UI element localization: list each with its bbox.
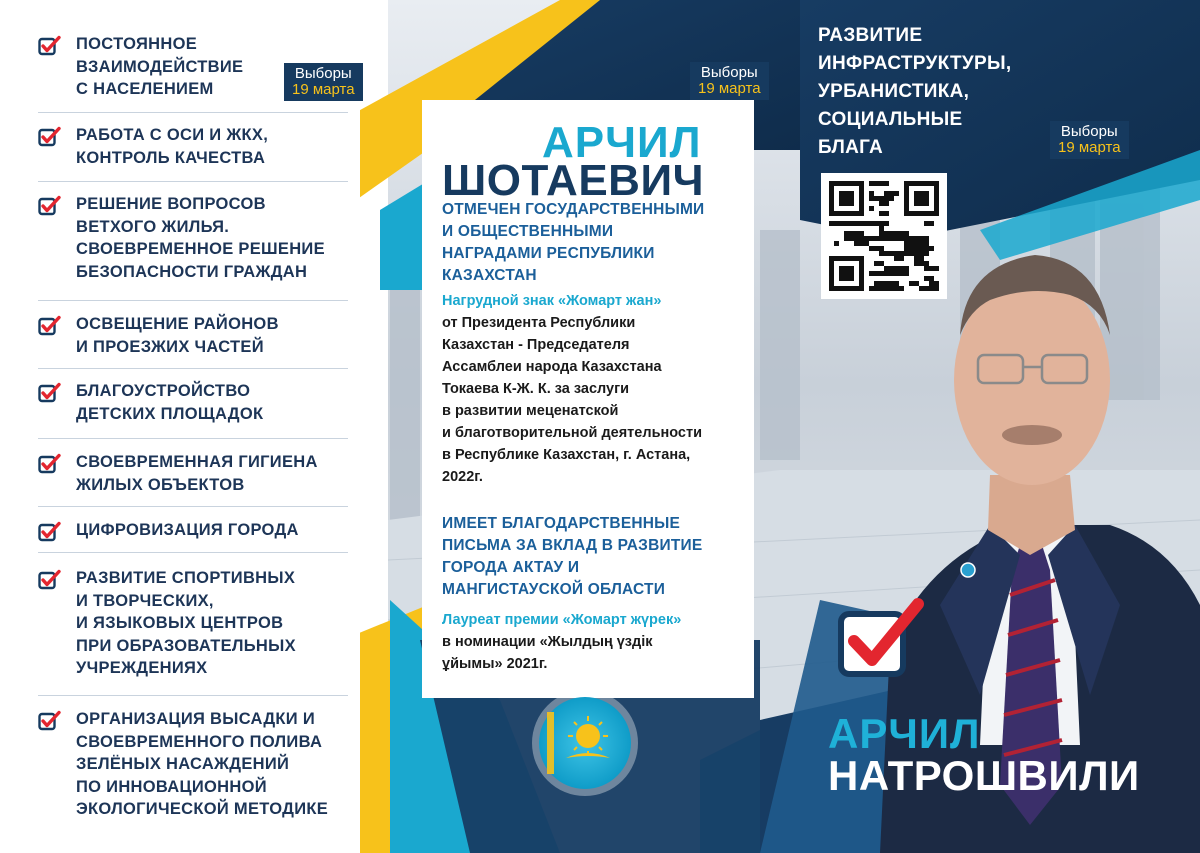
list-divider [38,506,348,507]
priority-item [38,708,328,821]
list-divider [38,112,348,113]
award2-title: Лауреат премии «Жомарт жүрек» [442,612,682,628]
ballot-checkbox-icon [836,596,926,680]
priority-item [38,33,243,101]
card-patronymic: ШОТАЕВИЧ [442,156,704,205]
badge-label: Выборы [294,65,352,82]
priority-text: ЦИФРОВИЗАЦИЯ ГОРОДА [76,521,299,539]
election-badge-middle [690,62,769,100]
award1-text: от Президента Республики Казахстан - Председателя Ассамблеи народа Казахстана Токаева К-Ж. К. за заслуги в развитии меценатской и благотворительной деятельности в Республике Казахстан, г. Астана, 2022г. [442,315,702,485]
priority-item [38,313,279,358]
checkbox-check-icon [38,453,62,475]
badge-date: 19 марта [292,81,355,98]
list-divider [38,368,348,369]
list-divider [38,695,348,696]
checkbox-check-icon [38,35,62,57]
election-badge-left [284,63,363,101]
priority-text: РЕШЕНИЕ ВОПРОСОВ ВЕТХОГО ЖИЛЬЯ. СВОЕВРЕМЕННОЕ РЕШЕНИЕ БЕЗОПАСНОСТИ ГРАЖДАН [76,195,325,281]
badge-date: 19 марта [698,80,761,97]
list-divider [38,552,348,553]
priority-item [38,567,296,680]
priority-item [38,380,263,425]
letters-heading: ИМЕЕТ БЛАГОДАРСТВЕННЫЕ ПИСЬМА ЗА ВКЛАД В РАЗВИТИЕ ГОРОДА АКТАУ И МАНГИСТАУСКОЙ ОБЛАСТИ [442,515,703,598]
priority-text: СВОЕВРЕМЕННАЯ ГИГИЕНА ЖИЛЫХ ОБЪЕКТОВ [76,453,318,494]
priority-item [38,451,318,496]
priority-text: ОРГАНИЗАЦИЯ ВЫСАДКИ И СВОЕВРЕМЕННОГО ПОЛИВА ЗЕЛЁНЫХ НАСАЖДЕНИЙ ПО ИННОВАЦИОННОЙ ЭКОЛОГИЧЕСКОЙ МЕТОДИКЕ [76,710,329,818]
list-divider [38,181,348,182]
award2-text: в номинации «Жылдың үздік ұйымы» 2021г. [442,634,653,672]
right-panel-title: РАЗВИТИЕ ИНФРАСТРУКТУРЫ, УРБАНИСТИКА, СОЦИАЛЬНЫЕ БЛАГА [818,25,1012,158]
kazakhstan-flag-emblem [530,688,640,798]
priority-text: ОСВЕЩЕНИЕ РАЙОНОВ И ПРОЕЗЖИХ ЧАСТЕЙ [76,315,279,356]
priority-item [38,519,299,543]
priority-item [38,193,325,283]
badge-label: Выборы [1060,123,1118,140]
priority-item [38,124,268,169]
awards-heading: ОТМЕЧЕН ГОСУДАРСТВЕННЫМИ И ОБЩЕСТВЕННЫМИ НАГРАДАМИ РЕСПУБЛИКИ КАЗАХСТАН [442,201,705,284]
list-divider [38,438,348,439]
checkbox-check-icon [38,126,62,148]
checkbox-check-icon [38,521,62,543]
priority-text: РАБОТА С ОСИ И ЖКХ, КОНТРОЛЬ КАЧЕСТВА [76,126,269,167]
priority-text: ПОСТОЯННОЕ ВЗАИМОДЕЙСТВИЕ С НАСЕЛЕНИЕМ [76,35,244,98]
checkbox-check-icon [38,315,62,337]
list-divider [38,300,348,301]
checkbox-check-icon [38,710,62,732]
checkbox-check-icon [38,382,62,404]
checkbox-check-icon [38,569,62,591]
badge-label: Выборы [700,64,758,81]
card-first-name: АРЧИЛ [542,118,702,167]
candidate-first-name: АРЧИЛ [828,710,981,757]
award1-title: Нагрудной знак «Жомарт жан» [442,293,662,309]
candidate-last-name: НАТРОШВИЛИ [828,752,1140,799]
priority-text: РАЗВИТИЕ СПОРТИВНЫХ И ТВОРЧЕСКИХ, И ЯЗЫКОВЫХ ЦЕНТРОВ ПРИ ОБРАЗОВАТЕЛЬНЫХ УЧРЕЖДЕНИЯХ [76,569,296,677]
checkbox-check-icon [38,195,62,217]
election-badge-right [1050,121,1129,159]
badge-date: 19 марта [1058,139,1121,156]
priority-text: БЛАГОУСТРОЙСТВО ДЕТСКИХ ПЛОЩАДОК [76,382,264,423]
